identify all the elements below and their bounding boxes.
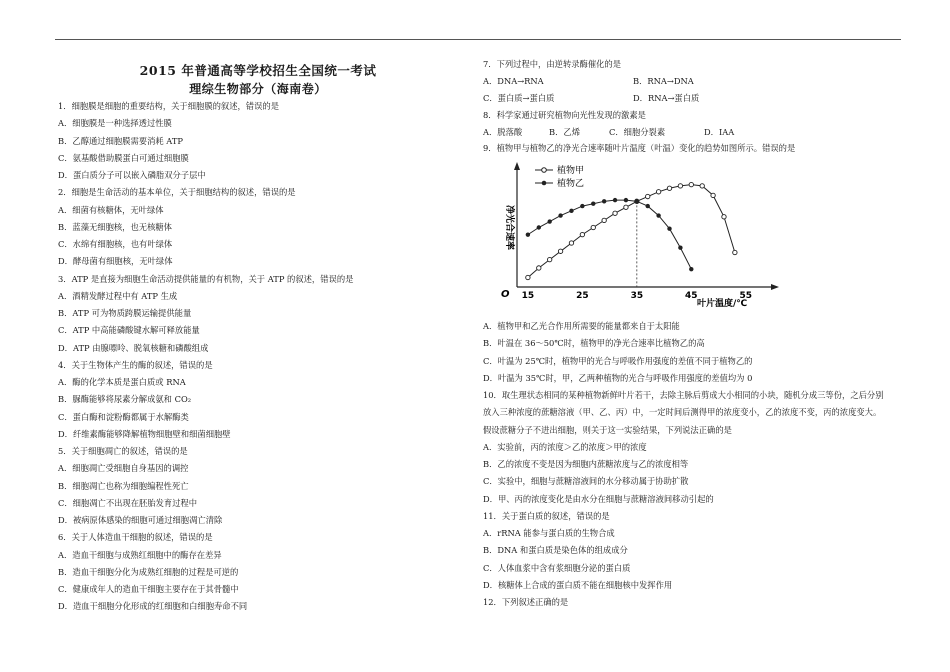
point-jia-43 [678, 184, 682, 188]
paper-title: 2015 年普通高等学校招生全国统一考试 [139, 63, 377, 78]
point-jia-19 [547, 257, 551, 261]
left-line-7: A．细菌有核糖体，无叶绿体 [58, 204, 164, 215]
right-line-13: A．rRNA 能参与蛋白质的生物合成 [483, 528, 615, 538]
point-yi-31 [613, 198, 617, 202]
point-yi-37 [646, 204, 650, 208]
point-yi-29 [602, 199, 606, 203]
right-line-12: 11．关于蛋白质的叙述，错误的是 [483, 510, 610, 521]
legend [535, 164, 584, 189]
point-yi-45 [689, 267, 693, 271]
left-line-28: B．造血干细胞分化为成熟红细胞的过程是可逆的 [58, 566, 239, 577]
left-line-15: D．ATP 由腺嘌呤、脱氧核糖和磷酸组成 [58, 342, 209, 353]
left-line-5: D．蛋白质分子可以嵌入磷脂双分子层中 [58, 170, 206, 180]
right-top-line-1: 7．下列过程中，由逆转录酶催化的是 [483, 59, 622, 69]
left-line-12: A．酒精发酵过程中有 ATP 生成 [58, 290, 178, 301]
q8-stem: 8．科学家通过研究植物向光性发现的激素是 [483, 110, 646, 120]
left-line-1: 1．细胞膜是细胞的重要结构，关于细胞膜的叙述，错误的是 [58, 101, 279, 111]
left-line-24: C．细胞凋亡不出现在胚胎发育过程中 [58, 497, 198, 508]
x-tick-25: 25 [576, 291, 589, 301]
point-jia-25 [580, 232, 584, 236]
left-line-16: 4．关于生物体产生的酶的叙述，错误的是 [58, 359, 213, 370]
legend-marker-jia [542, 168, 547, 173]
x-axis-label: 叶片温度/℃ [697, 299, 748, 308]
x-tick-35: 35 [630, 291, 644, 301]
left-line-30: D．造血干细胞分化形成的红细胞和白细胞寿命不同 [58, 601, 248, 612]
point-jia-49 [711, 193, 715, 197]
point-jia-15 [526, 275, 530, 279]
right-line-16: D．核糖体上合成的蛋白质不能在细胞核中发挥作用 [483, 579, 673, 590]
x-tick-55: 55 [739, 291, 753, 301]
point-yi-35 [635, 199, 639, 203]
point-jia-31 [613, 211, 617, 215]
point-jia-33 [624, 205, 628, 209]
x-tick-15: 15 [521, 291, 535, 301]
top-rule [55, 39, 901, 40]
right-line-5: 10．取生理状态相同的某种植物新鲜叶片若干，去除主脉后剪成大小相同的小块，随机分成三等份，之后分别 [483, 390, 884, 400]
point-yi-41 [667, 226, 671, 230]
left-line-20: D．纤维素酶能够降解植物细胞壁和细菌细胞壁 [58, 428, 231, 439]
point-yi-17 [537, 225, 541, 229]
left-line-22: A．细胞凋亡受细胞自身基因的调控 [58, 463, 189, 474]
point-yi-25 [580, 204, 584, 208]
left-line-25: D．被病原体感染的细胞可通过细胞凋亡清除 [58, 515, 223, 525]
left-line-8: B．蓝藻无细胞核，也无核糖体 [58, 221, 172, 232]
left-line-2: A．细胞膜是一种选择透过性膜 [58, 118, 172, 129]
q7-option-a: A．DNA→RNA [483, 76, 544, 86]
point-yi-43 [678, 246, 682, 250]
point-jia-23 [569, 241, 573, 245]
q7-option-d: D．RNA→蛋白质 [633, 93, 700, 103]
right-line-1: A．植物甲和乙光合作用所需要的能量都来自于太阳能 [483, 321, 680, 331]
x-axis-arrow [771, 284, 779, 290]
right-line-17: 12．下列叙述正确的是 [483, 597, 569, 607]
point-jia-51 [722, 215, 726, 219]
right-line-8: A．实验前，丙的浓度＞乙的浓度＞甲的浓度 [483, 441, 647, 452]
series-layer [526, 182, 737, 287]
q8-option-b: B．乙烯 [549, 127, 580, 137]
left-line-9: C．水绵有细胞核，也有叶绿体 [58, 239, 173, 249]
point-jia-27 [591, 225, 595, 229]
point-yi-21 [558, 213, 562, 217]
q8-option-d: D．IAA [704, 127, 735, 137]
point-yi-15 [526, 232, 530, 236]
legend-label-yi: 植物乙 [557, 179, 585, 189]
photosynthesis-chart [493, 160, 783, 308]
right-line-4: D．叶温为 35℃时，甲，乙两种植物的光合与呼吸作用强度的差值均为 0 [483, 372, 753, 383]
point-yi-39 [656, 213, 660, 217]
right-line-15: C．人体血浆中含有浆细胞分泌的蛋白质 [483, 562, 631, 573]
left-line-23: B．细胞凋亡也称为细胞编程性死亡 [58, 480, 189, 491]
left-line-19: C．蛋白酶和淀粉酶都属于水解酶类 [58, 411, 189, 422]
left-line-3: B．乙醇通过细胞膜需要消耗 ATP [58, 135, 183, 146]
left-line-17: A．酶的化学本质是蛋白质或 RNA [58, 377, 186, 387]
point-jia-53 [733, 250, 737, 254]
right-line-7: 假设蔗糖分子不进出细胞，则关于这一实验结果，下列说法正确的是 [483, 424, 732, 435]
point-jia-41 [667, 186, 671, 190]
left-line-26: 6．关于人体造血干细胞的叙述，错误的是 [58, 532, 213, 543]
point-jia-17 [537, 266, 541, 270]
q9-stem: 9．植物甲与植物乙的净光合速率随叶片温度（叶温）变化的趋势如图所示。错误的是 [483, 143, 796, 153]
point-jia-39 [656, 190, 660, 194]
left-line-29: C．健康成年人的造血干细胞主要存在于其骨髓中 [58, 584, 239, 594]
right-line-11: D．甲、丙的浓度变化是由水分在细胞与蔗糖溶液间移动引起的 [483, 493, 714, 504]
right-line-3: C．叶温为 25℃时，植物甲的光合与呼吸作用强度的差值不同于植物乙的 [483, 355, 753, 366]
right-line-2: B．叶温在 36～50℃时，植物甲的净光合速率比植物乙的高 [483, 338, 705, 349]
right-line-14: B．DNA 和蛋白质是染色体的组成成分 [483, 545, 628, 556]
right-line-9: B．乙的浓度不变是因为细胞内蔗糖浓度与乙的浓度相等 [483, 459, 689, 469]
point-yi-23 [569, 209, 573, 213]
q8-option-a: A．脱落酸 [483, 127, 523, 137]
series-line-jia [528, 185, 735, 278]
left-line-4: C．氨基酸借助膜蛋白可通过细胞膜 [58, 152, 189, 163]
paper-subtitle: 理综生物部分（海南卷） [189, 82, 327, 96]
x-tick-45: 45 [685, 291, 698, 301]
y-axis-arrow [514, 162, 520, 170]
q7-option-b: B．RNA→DNA [633, 76, 694, 86]
point-yi-27 [591, 202, 595, 206]
origin-label: O [501, 289, 510, 300]
left-line-18: B．脲酶能够将尿素分解成氨和 CO₂ [58, 394, 192, 405]
point-yi-19 [547, 219, 551, 223]
left-line-27: A．造血干细胞与成熟红细胞中的酶存在差异 [58, 549, 222, 560]
point-jia-21 [558, 249, 562, 253]
y-axis-label: 净光合速率 [504, 205, 514, 251]
left-line-13: B．ATP 可为物质跨膜运输提供能量 [58, 308, 192, 318]
legend-marker-yi [542, 181, 547, 186]
point-yi-33 [624, 198, 628, 202]
left-line-11: 3．ATP 是直接为细胞生命活动提供能量的有机物，关于 ATP 的叙述，错误的是 [58, 273, 354, 284]
right-line-10: C．实验中，细胞与蔗糖溶液间的水分移动属于协助扩散 [483, 476, 689, 487]
series-line-yi [528, 200, 691, 269]
legend-label-jia: 植物甲 [557, 166, 585, 176]
left-line-21: 5．关于细胞凋亡的叙述，错误的是 [58, 446, 188, 456]
right-line-6: 放入三种浓度的蔗糖溶液（甲、乙、丙）中，一定时间后测得甲的浓度变小，乙的浓度不变，丙的浓度变大。 [483, 407, 882, 418]
q7-option-c: C．蛋白质→蛋白质 [483, 93, 555, 103]
left-line-14: C．ATP 中高能磷酸键水解可释放能量 [58, 325, 200, 336]
point-jia-29 [602, 218, 606, 222]
point-jia-47 [700, 184, 704, 188]
point-jia-37 [646, 194, 650, 198]
left-line-10: D．酵母菌有细胞核，无叶绿体 [58, 256, 173, 267]
point-jia-45 [689, 182, 693, 186]
left-line-6: 2．细胞是生命活动的基本单位，关于细胞结构的叙述，错误的是 [58, 187, 296, 198]
q8-option-c: C．细胞分裂素 [609, 127, 666, 137]
